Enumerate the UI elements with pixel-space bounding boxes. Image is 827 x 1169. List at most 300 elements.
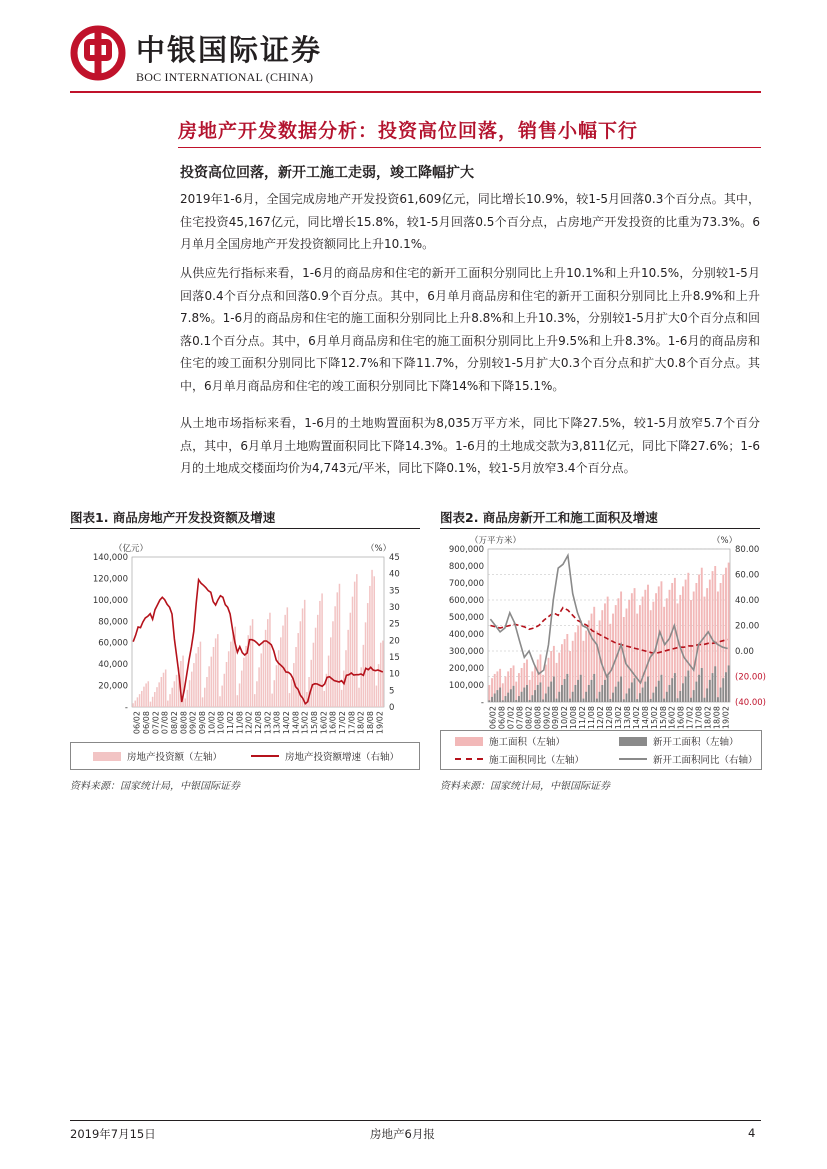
left-tick-label: 900,000 [448,545,484,555]
bar [655,687,657,702]
bar [254,694,256,707]
bar [204,688,206,707]
right-axis-unit: （%） [366,544,392,554]
bar [278,650,280,707]
bar [158,682,160,707]
bar [494,694,496,703]
bar [169,694,171,707]
bar [502,683,504,702]
bar [219,696,221,707]
x-tick-label: 09/08 [198,711,207,735]
right-tick-label: 10 [389,669,400,680]
x-tick-label: 18/02 [703,706,713,730]
bar [693,592,695,703]
bar [666,692,668,702]
bar [176,675,178,707]
bar [134,701,136,707]
bar [382,641,384,707]
right-axis-unit: （%） [712,536,738,546]
bar [690,600,692,702]
bar [639,605,641,702]
bar [628,600,630,702]
bar [706,588,708,702]
bar [722,678,724,702]
left-tick-label: - [124,703,128,713]
bar [593,674,595,702]
bar [523,688,525,702]
bar [258,667,260,707]
bar [642,688,644,702]
bar [596,631,598,702]
bar [609,624,611,702]
chart1-legend [70,742,420,770]
bar [712,673,714,702]
bar [507,693,509,702]
right-tick-label: 40.00 [735,596,760,606]
bar [163,673,165,707]
paragraph-2: 从供应先行指标来看，1-6月的商品房和住宅的新开工面积分别同比上升10.1%和上升10.5%，分别较1-5月回落0.4个百分点和回落0.9个百分点。其中，6月单月商品房和住宅的新开工面积分别同比上升8.9%和上升7.8%。1-6月的商品房和住宅的施工面积分别同比上升8.8%和上升10.3%，分别较1-5月扩大0个百分点和回落0.1个百分点。其中，6月单月商品房和住宅的施工面积分别同比上升9.5%和上升8.3%。1-6月的商品房和住宅的竣工面积分别同比下降12.7%和下降11.7%，分别较1-5月扩大0.3个百分点和扩大0.8个百分点。其中，6月单月商品房和住宅的竣工面积分别同比下降14%和下降15.1%。 [180,266,760,393]
bar [658,681,660,702]
bar [636,699,638,702]
bar [154,692,156,707]
left-tick-label: 60,000 [98,638,128,649]
bar [323,691,325,707]
x-tick-label: 06/02 [488,706,498,730]
x-tick-label: 13/02 [613,706,623,730]
bar [669,685,671,702]
bar [241,671,243,707]
bar [585,692,587,702]
bar [213,647,215,707]
x-tick-label: 07/02 [151,711,161,735]
bar [224,674,226,707]
bar [626,609,628,703]
bar [650,699,652,702]
bar [271,694,273,707]
left-tick-label: 300,000 [448,647,484,657]
bar [601,685,603,702]
x-tick-label: 08/02 [170,711,179,735]
right-tick-label: 15 [389,653,400,663]
bar [674,673,676,702]
x-tick-label: 08/08 [179,711,189,735]
bar [332,621,334,707]
x-tick-label: 07/02 [506,706,516,730]
right-tick-label: 30 [389,603,400,613]
bar [583,641,585,702]
bar [291,679,293,707]
bar [677,698,679,702]
page-title: 房地产开发数据分析：投资高位回落，销售小幅下行 [178,120,639,142]
x-tick-label: 14/02 [631,706,641,730]
bar [189,680,191,707]
bar [239,683,241,707]
chart2-legend [440,730,762,770]
x-tick-label: 06/08 [497,706,507,730]
bar [548,687,550,702]
bar [556,663,558,702]
bar [679,691,681,702]
bar [556,699,558,702]
bar [529,700,531,702]
right-tick-label: 60.00 [735,570,760,581]
left-tick-label: 700,000 [448,579,484,589]
bar [596,699,598,702]
chart1-title-rule [70,528,420,529]
bar [496,690,498,702]
x-tick-label: 10/08 [216,711,226,735]
bar [184,698,186,707]
bar [232,632,234,707]
x-tick-label: 11/08 [587,706,597,730]
x-tick-label: 12/02 [244,711,254,735]
right-tick-label: 20.00 [735,621,760,632]
bar [599,692,601,702]
chart2-title-rule [440,528,760,529]
bar [677,603,679,702]
bar [505,696,507,702]
bar [367,603,369,707]
x-tick-label: 13/08 [272,711,282,735]
x-tick-label: 18/08 [712,706,722,730]
x-tick-label: 07/08 [515,706,525,730]
x-tick-label: 14/08 [291,711,301,735]
right-tick-label: 80.00 [735,545,760,555]
title-divider [178,147,761,148]
bar [226,662,228,707]
x-tick-label: 17/08 [347,711,357,735]
chart2-source: 资料来源：国家统计局，中银国际证券 [440,781,610,792]
bar [141,691,143,707]
bar [302,608,304,707]
legend-swatch-dash [455,758,483,760]
bar [714,666,716,702]
bar [695,682,697,702]
left-tick-label: 500,000 [448,613,484,623]
x-tick-label: 19/02 [375,711,385,735]
legend-item-new-start [619,734,739,748]
bar [287,607,289,707]
x-tick-label: 15/08 [310,711,319,735]
bar [315,628,317,707]
bar [682,683,684,702]
x-tick-label: 17/08 [694,706,704,730]
chart2-title: 图表2. 商品房新开工和施工面积及增速 [440,510,658,525]
legend-item-construction [455,734,565,748]
bar [488,685,490,702]
bar [339,584,341,707]
bar [263,641,265,707]
series-line [490,608,727,654]
bar [685,677,687,703]
company-name-cn: 中银国际证券 [136,33,323,67]
company-name-en: BOC INTERNATIONAL (CHINA) [136,70,314,84]
bar [319,601,321,707]
right-tick-label: (20.00) [735,672,766,683]
bar [591,680,593,702]
bar [615,687,617,702]
bar [636,614,638,702]
bar [306,692,308,707]
right-tick-label: 35 [389,586,400,597]
bar [617,682,619,702]
bar [687,671,689,702]
bar [371,570,373,707]
bar [728,665,730,702]
bar [230,642,232,707]
left-tick-label: 100,000 [92,595,128,606]
bar [304,600,306,707]
bar [276,665,278,707]
bar [165,670,167,708]
left-axis-unit: （万平方米） [470,536,522,546]
bar [521,692,523,702]
bar [269,613,271,707]
left-tick-label: 120,000 [92,574,128,585]
bar [174,681,176,707]
bar [515,700,517,702]
bar [243,658,245,707]
bar [341,690,343,707]
legend-swatch-bar [93,752,121,761]
x-tick-label: 11/02 [226,711,235,735]
x-tick-label: 14/02 [282,711,291,735]
x-tick-label: 12/08 [254,711,263,735]
x-tick-label: 16/08 [328,711,338,735]
left-tick-label: 600,000 [448,596,484,606]
bar [623,699,625,702]
bar [513,686,515,702]
x-tick-label: 14/08 [640,706,650,730]
legend-item-construction-yoy [455,752,584,766]
x-tick-label: 18/08 [366,711,375,735]
bar [143,687,145,707]
left-tick-label: - [480,698,484,708]
bar [531,695,533,702]
bar [701,668,703,702]
right-tick-label: (40.00) [735,698,766,708]
bar [704,698,706,702]
bar [518,696,520,702]
bar [577,680,579,702]
bar [217,634,219,707]
bar [350,613,352,707]
legend-label: 新开工面积（左轴） [653,737,739,748]
bar [569,699,571,702]
bar [202,697,204,707]
bar [550,682,552,702]
right-tick-label: 0 [389,703,395,713]
bar [580,675,582,702]
bar [289,693,291,707]
bar [150,702,152,707]
x-tick-label: 13/08 [622,706,632,730]
x-tick-label: 15/02 [300,711,310,735]
right-tick-label: 45 [389,553,400,563]
bar [347,630,349,707]
x-tick-label: 11/02 [578,706,588,730]
right-tick-label: 25 [389,619,400,630]
bar [145,683,147,707]
legend-label: 房地产投资额（左轴） [127,752,223,763]
legend-label: 施工面积（左轴） [489,737,566,748]
bar [295,647,297,707]
bar [313,643,315,707]
footer-date: 2019年7月15日 [70,1127,156,1141]
bar [352,597,354,707]
x-tick-label: 19/02 [721,706,731,730]
bar [171,688,173,707]
x-tick-label: 09/02 [188,711,198,735]
x-tick-label: 06/02 [132,711,142,735]
x-tick-label: 15/02 [649,706,659,730]
bar [317,615,319,707]
bar [628,688,630,702]
bar [488,700,490,702]
bar [297,633,299,707]
bar [663,607,665,702]
bar [706,688,708,702]
chart1-source: 资料来源：国家统计局，中银国际证券 [70,781,240,792]
header-divider [70,91,761,93]
bar [588,685,590,702]
bar [585,631,587,702]
bar [200,642,202,707]
x-tick-label: 07/08 [160,711,170,735]
bar [647,677,649,703]
bar [491,697,493,702]
bar [132,703,134,707]
bar [690,698,692,702]
x-tick-label: 17/02 [685,706,695,730]
legend-item-investment [93,749,222,763]
bar [725,672,727,702]
bar [161,677,163,707]
legend-item-new-start-yoy [619,752,758,766]
bar [545,694,547,703]
bar [542,675,544,702]
bar [720,688,722,702]
bar [717,592,719,703]
bar [499,688,501,702]
left-tick-label: 200,000 [448,664,484,674]
right-tick-label: 0.00 [735,647,754,657]
bar [215,638,217,707]
x-tick-label: 16/08 [676,706,686,730]
left-tick-label: 800,000 [448,562,484,572]
bar [343,671,345,707]
left-tick-label: 80,000 [98,617,128,628]
bar [337,592,339,707]
bar [537,685,539,702]
x-tick-label: 16/02 [667,706,677,730]
bar [267,619,269,707]
bar [709,680,711,702]
bar [607,675,609,702]
bar [663,699,665,702]
bar [167,701,169,707]
bar [191,672,193,707]
legend-label: 新开工面积同比（右轴） [653,755,758,766]
bar [612,614,614,702]
x-tick-label: 10/02 [207,711,217,735]
chart1-title: 图表1. 商品房地产开发投资额及增速 [70,510,276,525]
bar [526,685,528,702]
bar [274,680,276,707]
x-tick-label: 06/08 [142,711,151,735]
left-axis-unit: （亿元） [114,544,149,554]
bar [354,582,356,707]
bar [502,700,504,702]
bar [137,697,139,707]
bar [252,619,254,707]
bar [156,687,158,707]
bar [256,681,258,707]
bar [704,597,706,702]
left-tick-label: 100,000 [448,681,484,691]
bar [334,606,336,707]
bar [583,699,585,702]
bar [720,583,722,702]
bar [330,637,332,707]
x-tick-label: 08/08 [533,706,543,730]
bar [356,574,358,707]
legend-label: 房地产投资额增速（右轴） [285,752,400,763]
bar [612,693,614,702]
bar [652,693,654,702]
bar [148,681,150,707]
bar [358,688,360,707]
legend-swatch-bar [619,737,647,746]
bar [221,686,223,707]
bar [365,622,367,707]
bar [369,586,371,707]
bar [321,593,323,707]
bar [631,682,633,702]
legend-swatch-line [619,758,647,760]
bar [529,680,531,702]
bar [280,637,282,707]
bar [574,685,576,702]
bar [569,651,571,702]
legend-item-growth [251,749,399,763]
bar [373,576,375,707]
bar [564,679,566,702]
x-tick-label: 13/02 [263,711,273,735]
bar [639,693,641,702]
bar [260,653,262,707]
bar [211,657,213,707]
bar [284,615,286,707]
x-tick-label: 11/08 [235,711,245,735]
footer-divider [70,1120,761,1121]
x-tick-label: 16/02 [319,711,329,735]
bar [609,699,611,702]
x-tick-label: 09/02 [542,706,552,730]
bar [510,689,512,702]
bar [542,699,544,702]
x-tick-label: 12/08 [605,706,614,730]
legend-label: 施工面积同比（左轴） [489,755,585,766]
x-tick-label: 10/02 [560,706,570,730]
paragraph-3: 从土地市场指标来看，1-6月的土地购置面积为8,035万平方米，同比下降27.5%，较1-5月放窄5.7个百分点，其中，6月单月土地购置面积同比下降14.3%。1-6月的土地成交款为3,811亿元，同比下降27.6%；1-6月的土地成交楼面均价为4,743元/平米，同比下降0.1%，较1-5月放窄3.4个百分点。 [180,416,760,475]
bar [566,674,568,702]
x-tick-label: 12/02 [596,706,606,730]
bar [693,690,695,702]
left-tick-label: 140,000 [92,553,128,563]
section-heading: 投资高位回落，新开工施工走弱，竣工降幅扩大 [180,165,474,181]
bar [644,682,646,702]
